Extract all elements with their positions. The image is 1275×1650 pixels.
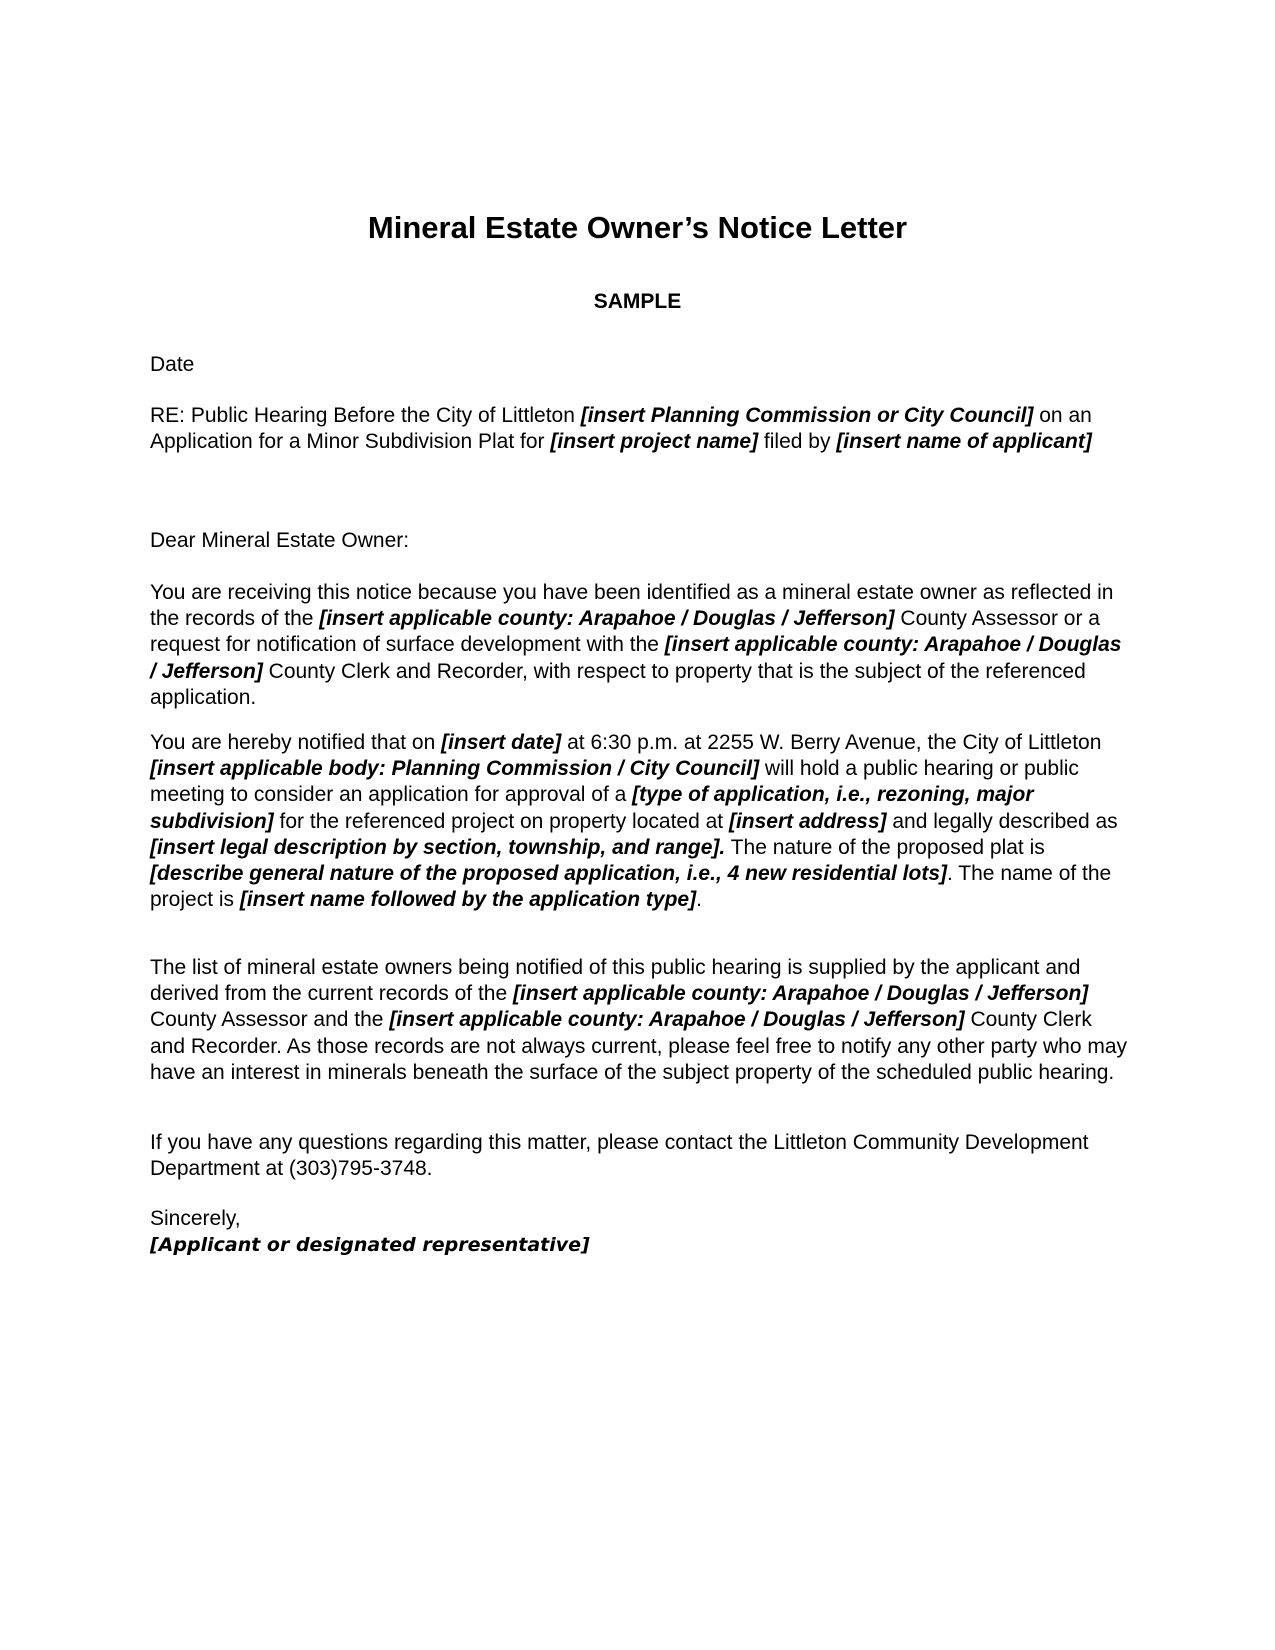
placeholder-project-name: [insert name followed by the application type] (239, 888, 697, 912)
paragraph-hearing-notice (150, 730, 1130, 913)
paragraph-text: and legally described as (886, 809, 1118, 833)
paragraph-text: County Assessor and the (150, 1008, 390, 1032)
paragraph-text: The nature of the proposed plat is (725, 835, 1045, 859)
paragraph-text: County Assessor or a request for notification of surface development with the (150, 607, 1100, 657)
closing: Sincerely, (150, 1207, 241, 1230)
placeholder-county: [insert applicable county: Arapahoe / Douglas / Jefferson] (150, 633, 1122, 683)
re-placeholder-project: [insert project name] (550, 430, 759, 454)
placeholder-body: [insert applicable body: Planning Commission / City Council] (150, 757, 760, 781)
paragraph-contact: If you have any questions regarding this matter, please contact the Littleton Community Development Department at (303)795-3748. (150, 1131, 1089, 1181)
paragraph-text: will hold a public hearing or public meeting to consider an application for approval of a (150, 757, 1079, 807)
re-text: filed by (758, 430, 837, 454)
paragraph-text: County Clerk and Recorder, with respect to property that is the subject of the referenced application. (150, 659, 1086, 709)
placeholder-address: [insert address] (728, 809, 887, 833)
re-text: on an Application for a Minor Subdivision Plat for (150, 404, 1092, 454)
paragraph-identification (150, 580, 1130, 711)
placeholder-date: [insert date] (441, 731, 562, 754)
re-line (150, 403, 1130, 455)
paragraph-text: You are hereby notified that on (150, 731, 442, 754)
paragraph-text: You are receiving this notice because you have been identified as a mineral estate owner as reflected in the records of the (150, 581, 1114, 631)
paragraph-text: . (696, 888, 702, 912)
paragraph-owner-list (150, 955, 1130, 1086)
placeholder-county: [insert applicable county: Arapahoe / Douglas / Jefferson] (319, 607, 895, 631)
placeholder-legal-description: [insert legal description by section, township, and range]. (150, 835, 726, 859)
paragraph-text: The list of mineral estate owners being notified of this public hearing is supplied by the applicant and derived from the current records of the (150, 956, 1081, 1006)
salutation: Dear Mineral Estate Owner: (150, 529, 410, 552)
placeholder-county: [insert applicable county: Arapahoe / Douglas / Jefferson] (513, 982, 1089, 1006)
re-text: RE: Public Hearing Before the City of Littleton (150, 404, 581, 427)
placeholder-nature: [describe general nature of the proposed application, i.e., 4 new residential lots] (150, 862, 948, 886)
paragraph-text: County Clerk and Recorder. As those records are not always current, please feel free to notify any other party who may have an interest in minerals beneath the surface of the subject property of the scheduled public hearing. (150, 1008, 1128, 1084)
paragraph-text: for the referenced project on property located at (273, 809, 729, 833)
placeholder-application-type: [type of application, i.e., rezoning, major subdivision] (150, 783, 1034, 833)
paragraph-text: . The name of the project is (150, 862, 1112, 912)
paragraph-text: at 6:30 p.m. at 2255 W. Berry Avenue, the City of Littleton (561, 731, 1102, 754)
signature-placeholder: [Applicant or designated representative] (150, 1234, 590, 1256)
re-placeholder-body: [insert Planning Commission or City Council] (580, 404, 1034, 427)
letter-title: Mineral Estate Owner’s Notice Letter (367, 210, 908, 245)
date-line: Date (150, 353, 195, 376)
letter-subtitle: SAMPLE (593, 290, 682, 313)
re-placeholder-applicant: [insert name of applicant] (836, 430, 1092, 454)
placeholder-county: [insert applicable county: Arapahoe / Douglas / Jefferson] (389, 1008, 965, 1032)
